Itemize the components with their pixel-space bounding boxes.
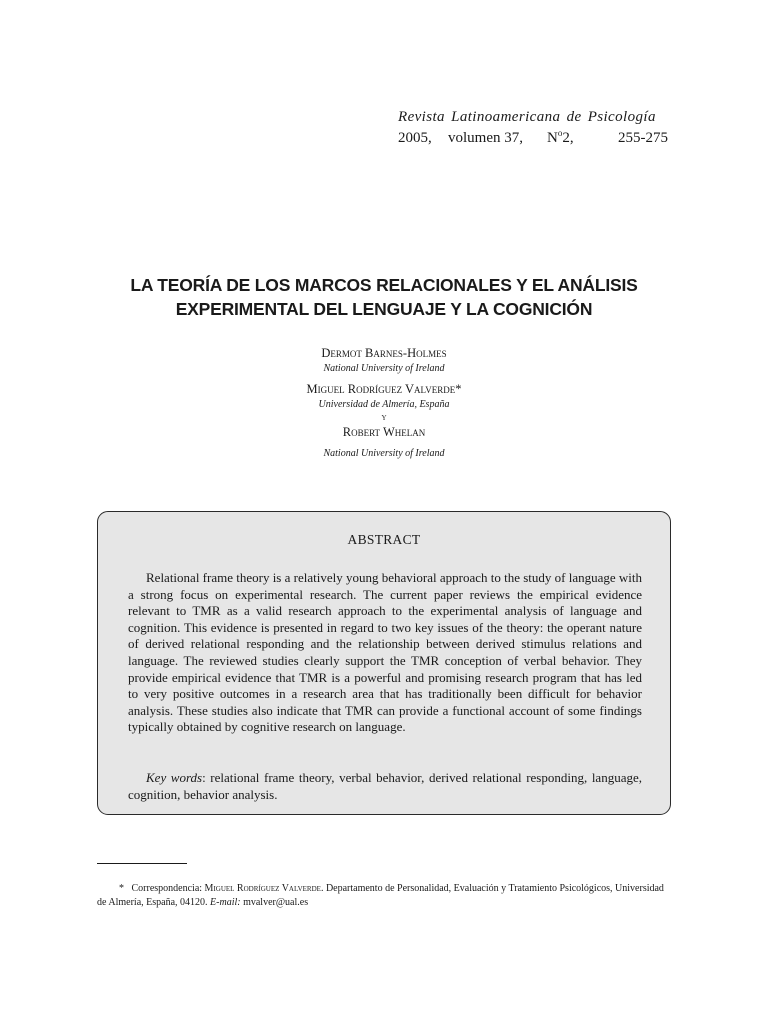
journal-number-value: 2, bbox=[562, 130, 574, 146]
author-name: Miguel Rodríguez Valverde* bbox=[306, 382, 462, 396]
keywords-text: : relational frame theory, verbal behavior, derived relational responding, language, cognition, behavior analysis. bbox=[128, 770, 642, 802]
author-affiliation: Universidad de Almería, España bbox=[318, 399, 450, 410]
author-name: Robert Whelan bbox=[342, 425, 426, 439]
footnote-marker: * bbox=[119, 883, 124, 894]
footnote bbox=[97, 882, 675, 910]
journal-number-sup: o bbox=[557, 128, 563, 138]
journal-year: 2005, bbox=[398, 130, 432, 146]
keywords-label: Key words bbox=[146, 770, 203, 785]
abstract-body: Relational frame theory is a relatively young behavioral approach to the study of language with a strong focus on experimental research. The current paper reviews the empirical evidence relevant to TMR as a valid research approach to the experimental analysis of language and cognition. This evidence is presented in regard to two key issues of the theory: the operant nature of derived relational responding and the relationship between derived stimulus relations and language. The reviewed studies clearly support the TMR conception of verbal behavior. They provide empirical evidence that TMR is a powerful and promising research program that has led to very positive outcomes in a research area that has traditionally been difficult for behavior analysis. These studies also indicate that TMR can provide a functional account of some findings typically obtained by cognitive research on language. bbox=[128, 570, 643, 735]
author-name: Dermot Barnes-Holmes bbox=[321, 346, 447, 360]
article-title bbox=[0, 273, 768, 321]
footnote-text: . Departamento de Personalidad, Evaluación y Tratamiento Psicológicos, Universidad de Almería, España, 04120. bbox=[97, 883, 664, 908]
journal-pages: 255-275 bbox=[618, 130, 668, 146]
journal-header bbox=[398, 107, 678, 149]
footnote-divider bbox=[97, 863, 187, 864]
journal-volume: volumen 37, bbox=[448, 130, 523, 146]
footnote-name: Miguel Rodríguez Valverde bbox=[204, 883, 321, 894]
abstract-box bbox=[97, 511, 671, 815]
author-conjunction: y bbox=[381, 412, 387, 423]
journal-number-prefix: N bbox=[547, 130, 558, 146]
journal-name: Revista Latinoamericana de Psicología bbox=[398, 109, 656, 125]
abstract-keywords bbox=[128, 770, 642, 803]
author-list bbox=[0, 345, 768, 460]
journal-number bbox=[547, 128, 618, 149]
author-affiliation: National University of Ireland bbox=[323, 448, 445, 459]
footnote-email: mvalver@ual.es bbox=[240, 897, 309, 908]
footnote-email-label: E-mail: bbox=[210, 897, 241, 908]
article-title-line2: EXPERIMENTAL DEL LENGUAJE Y LA COGNICIÓN bbox=[175, 299, 593, 319]
author-affiliation: National University of Ireland bbox=[323, 363, 445, 374]
journal-issue bbox=[398, 128, 678, 149]
abstract-heading: ABSTRACT bbox=[347, 532, 421, 547]
footnote-label: Correspondencia: bbox=[131, 883, 205, 894]
article-title-line1: LA TEORÍA DE LOS MARCOS RELACIONALES Y EL ANÁLISIS bbox=[130, 275, 638, 295]
